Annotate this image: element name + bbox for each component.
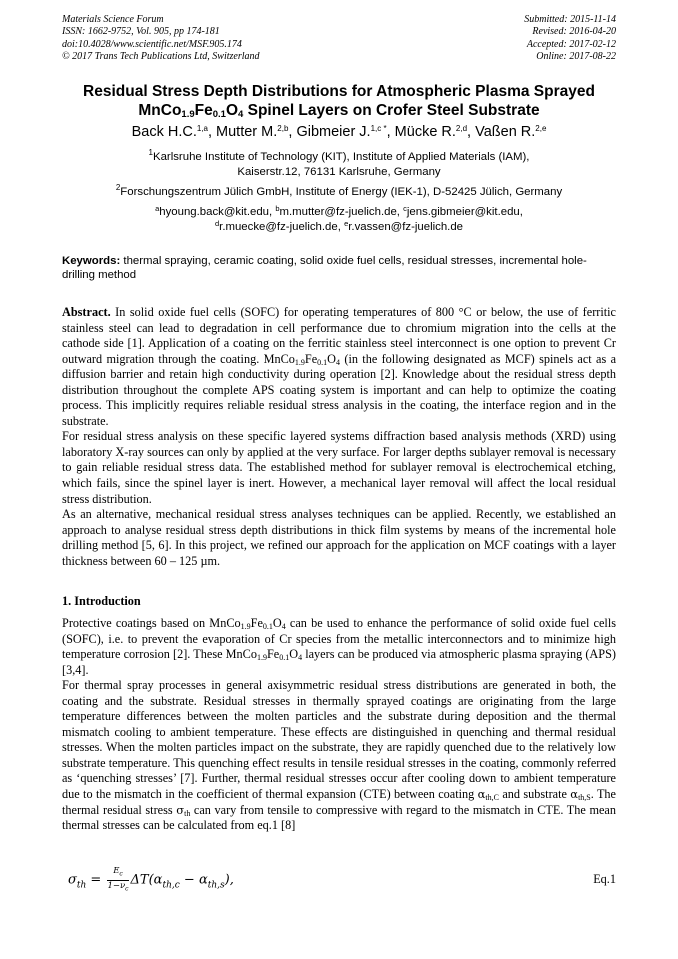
affiliation-1: $^1$Karlsruhe Institute of Technology (KIT), Institute of Applied Materials (IAM), Kaiserstr.12, 76131 Karlsruhe, Germany xyxy=(148,148,530,178)
journal-copyright: © 2017 Trans Tech Publications Ltd, Switzerland xyxy=(62,51,260,63)
email-link[interactable]: jens.gibmeier@kit.edu, xyxy=(406,206,523,218)
author: Mücke R. xyxy=(394,124,456,140)
journal-issn: ISSN: 1662-9752, Vol. 905, pp 174-181 xyxy=(62,26,220,38)
section-heading: 1. Introduction xyxy=(62,594,141,608)
keywords-label: Keywords: xyxy=(62,255,121,267)
date-online: Online: 2017-08-22 xyxy=(536,51,616,63)
keywords-text: thermal spraying, ceramic coating, solid oxide fuel cells, residual stresses, incremental hole-drilling method xyxy=(62,255,587,281)
email-link[interactable]: r.vassen@fz-juelich.de xyxy=(348,221,463,233)
introduction-text xyxy=(62,616,616,834)
abstract xyxy=(62,305,616,569)
author-emails: $^a$hyoung.back@kit.edu, $^b$m.mutter@fz-juelich.de, $^c$jens.gibmeier@kit.edu, $^d$r.muecke@fz-juelich.de, $^e$r.vassen@fz-juelich.de xyxy=(155,204,523,233)
journal-header-right xyxy=(524,14,616,64)
title-line-2: $MnCo_{1.9}Fe_{0.1}O_4$ Spinel Layers on Crofer Steel Substrate xyxy=(138,102,540,120)
title-line-1: Residual Stress Depth Distributions for Atmospheric Plasma Sprayed xyxy=(83,83,595,100)
abstract-paragraph: As an alternative, mechanical residual stress analyses techniques can be applied. Recently, we established an approach to analyse residual stress depth distributions in thick film systems by means of the incremental hole drilling method [5, 6]. In this project, we refined our approach for the application on MCF coatings with a layer thickness between 60 – 125 µm. xyxy=(62,507,616,568)
email-link[interactable]: r.muecke@fz-juelich.de, xyxy=(219,221,341,233)
date-revised: Revised: 2016-04-20 xyxy=(532,26,616,38)
equation-label: Eq.1 xyxy=(593,872,616,886)
keywords xyxy=(62,254,616,282)
intro-paragraph: Protective coatings based on $MnCo_{1.9}Fe_{0.1}O_4$ can be used to enhance the performance of solid oxide fuel cells (SOFC), i.e. to prevent the evaporation of Cr species from the metallic interconnectors and to minimize high temperature corrosion [2]. These $MnCo_{1.9}Fe_{0.1}O_4$ layers can be produced via atmospheric plasma spraying (APS) [3,4]. xyxy=(62,616,616,677)
author: Gibmeier J. xyxy=(296,124,371,140)
abstract-paragraph: Abstract. In solid oxide fuel cells (SOFC) for operating temperatures of 800 °C or below, the use of ferritic stainless steel can lead to degradation in cell performance due to chromium migration into the cells at the cathode side [1]. Application of a coating on the ferritic stainless steel interconnect is one option to prevent Cr outward migration through the coating. $MnCo_{1.9}Fe_{0.1}O_4$ (in the following designated as MCF) spinels act as a diffusion barrier and retain high conductivity during operation [2]. Knowledge about the residual stress depth distribution throughout the complete APS coating system is important and can help to optimize the coating process. This implicitly requires reliable residual stress analysis in the coating, the interface region and in the substrate. xyxy=(62,305,617,428)
intro-paragraph: For thermal spray processes in general axisymmetric residual stress distributions are generated in both, the coating and the substrate. Residual stresses in thermally sprayed coatings are originating from the large temperature differences between the molten particles and the substrate during deposition and the thermal mismatch cooling to ambient temperature. These effects are distinguished in quenching and thermal residual stresses. When the molten particles impact on the substrate, they are rapidly quenched due to the relatively low substrate temperature. This quenching effect results in tensile residual stresses in the coating, commonly referred as ‘quenching stresses’ [7]. Further, thermal residual stresses occur after cooling down to ambient temperature due to the mismatch in the coefficient of thermal expansion (CTE) between coating $\alpha_{th,C}$ and substrate $\alpha_{th,S}$. The thermal residual stress $\sigma_{th}$ can vary from tensile to compressive with regard to the mismatch in CTE. The mean thermal stresses can be calculated from eq.1 [8] xyxy=(62,678,616,833)
abstract-paragraph: For residual stress analysis on these specific layered systems diffraction based analysis methods (XRD) using laboratory X-ray sources can only by applied at the very surface. For larger depths sublayer removal is necessary to gain reliable residual stress data. The established method for sublayer removal is electrochemical etching, which fails, since the spinel layer is inert. However, a mechanical layer removal will affect the local residual stress distribution. xyxy=(62,429,616,506)
journal-header-left xyxy=(62,14,260,64)
author: Mutter M. xyxy=(216,124,278,140)
author-list: Back H.C.$^{1,a}$, Mutter M.$^{2,b}$, Gibmeier J.$^{1,c *}$, Mücke R.$^{2,d}$, Vaßen R.$^{2,e}$ xyxy=(131,124,547,140)
journal-doi: doi:10.4028/www.scientific.net/MSF.905.174 xyxy=(62,38,242,50)
affiliation-2: $^2$Forschungszentrum Jülich GmbH, Institute of Energy (IEK-1), D-52425 Jülich, Germany xyxy=(115,183,563,198)
paper-title xyxy=(40,82,638,120)
equation-1: $\sigma_{th}$ = $\frac{E_c}{1-\nu_c}$ $\Delta T(\alpha_{th,c} - \alpha_{th,s})$, xyxy=(68,866,234,893)
date-submitted: Submitted: 2015-11-14 xyxy=(524,14,616,25)
author: Back H.C. xyxy=(131,124,197,140)
email-link[interactable]: m.mutter@fz-juelich.de, xyxy=(279,206,400,218)
author: Vaßen R. xyxy=(475,124,536,140)
journal-name: Materials Science Forum xyxy=(62,14,164,25)
email-link[interactable]: hyoung.back@kit.edu, xyxy=(159,206,273,218)
date-accepted: Accepted: 2017-02-12 xyxy=(526,38,616,50)
equation-fraction: $\frac{E_c}{1-\nu_c}$ xyxy=(107,866,129,893)
